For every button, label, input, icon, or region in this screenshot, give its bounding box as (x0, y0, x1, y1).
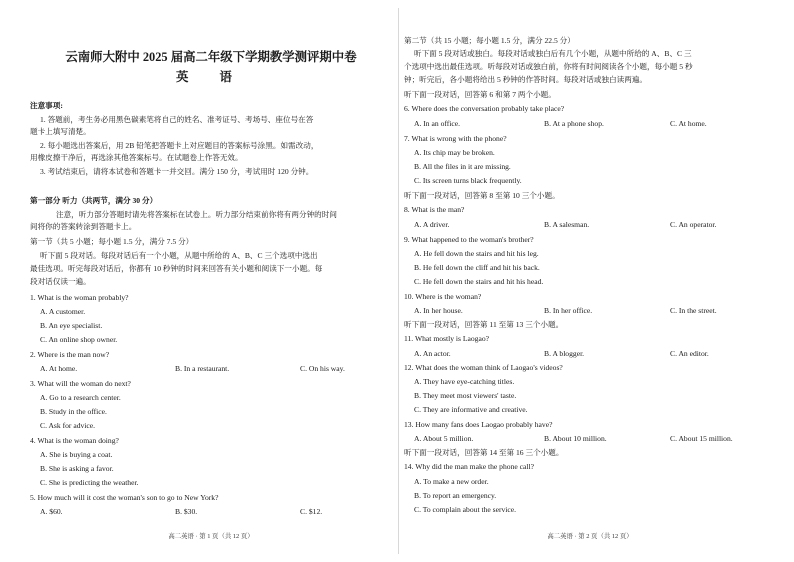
intro-11: 听下面一段对话，回答第 11 至第 13 三个小题。 (404, 320, 564, 329)
right-page (404, 0, 776, 562)
question-6: 6. Where does the conversation probably take place? (404, 104, 565, 113)
option-14c: C. To complain about the service. (414, 505, 517, 514)
option-7c: C. Its screen turns black frequently. (414, 176, 522, 185)
option-6b: B. At a phone shop. (544, 119, 604, 128)
option-5c: C. $12. (300, 507, 323, 516)
option-10b: B. In her office. (544, 306, 593, 315)
section1-desc: 段对话仅读一遍。 (30, 277, 91, 286)
option-7a: A. Its chip may be broken. (414, 148, 495, 157)
option-1c: C. An online shop owner. (40, 335, 118, 344)
option-10c: C. In the street. (670, 306, 717, 315)
section1-heading: 第一节（共 5 小题；每小题 1.5 分，满分 7.5 分） (30, 237, 194, 246)
option-13b: B. About 10 million. (544, 434, 607, 443)
option-5b: B. $30. (175, 507, 198, 516)
question-5: 5. How much will it cost the woman's son to go to New York? (30, 493, 219, 502)
question-4: 4. What is the woman doing? (30, 436, 119, 445)
option-12b: B. They meet most viewers' taste. (414, 391, 517, 400)
option-1a: A. A customer. (40, 307, 86, 316)
notice-line: 3. 考试结束后，请将本试卷和答题卡一并交回。满分 150 分，考试用时 120 分钟。 (40, 167, 314, 176)
option-8a: A. A driver. (414, 220, 450, 229)
option-6a: A. In an office. (414, 119, 461, 128)
section1-desc: 听下面 5 段对话。每段对话后有一个小题，从题中所给的 A、B、C 三个选项中选出 (40, 251, 318, 260)
notice-line: 2. 每小题选出答案后，用 2B 铅笔把答题卡上对应题目的答案标号涂黑。如需改动， (40, 141, 319, 150)
notice-heading: 注意事项: (30, 101, 63, 110)
option-9b: B. He fell down the cliff and hit his back. (414, 263, 540, 272)
question-9: 9. What happened to the woman's brother? (404, 235, 534, 244)
intro-6: 听下面一段对话，回答第 6 和第 7 两个小题。 (404, 90, 556, 99)
option-4a: A. She is buying a coat. (40, 450, 113, 459)
page-footer: 高二英语 · 第 1 页（共 12 页） (168, 533, 254, 540)
option-14a: A. To make a new order. (414, 477, 489, 486)
section2-desc: 听下面 5 段对话或独白。每段对话或独白后有几个小题，从题中所给的 A、B、C 三 (414, 49, 692, 58)
option-2b: B. In a restaurant. (175, 364, 230, 373)
option-2a: A. At home. (40, 364, 78, 373)
question-14: 14. Why did the man make the phone call? (404, 462, 534, 471)
left-page (30, 0, 392, 562)
option-2c: C. On his way. (300, 364, 345, 373)
option-5a: A. $60. (40, 507, 63, 516)
question-10: 10. Where is the woman? (404, 292, 482, 301)
notice-line: 用橡皮擦干净后，再选涂其他答案标号。在试题卷上作答无效。 (30, 153, 243, 162)
option-3c: C. Ask for advice. (40, 421, 96, 430)
question-1: 1. What is the woman probably? (30, 293, 129, 302)
option-4b: B. She is asking a favor. (40, 464, 114, 473)
question-8: 8. What is the man? (404, 205, 465, 214)
option-3a: A. Go to a research center. (40, 393, 121, 402)
section2-desc: 钟；听完后，各小题将给出 5 秒钟的作答时间。每段对话或独白读两遍。 (404, 75, 647, 84)
option-9a: A. He fell down the stairs and hit his leg. (414, 249, 539, 258)
intro-8: 听下面一段对话，回答第 8 至第 10 三个小题。 (404, 191, 560, 200)
option-11c: C. An editor. (670, 349, 709, 358)
exam-subject: 英 语 (176, 70, 246, 84)
option-10a: A. In her house. (414, 306, 463, 315)
question-12: 12. What does the woman think of Laogao's videos? (404, 363, 563, 372)
option-1b: B. An eye specialist. (40, 321, 103, 330)
option-12a: A. They have eye-catching titles. (414, 377, 515, 386)
notice-line: 题卡上填写清楚。 (30, 127, 91, 136)
option-12c: C. They are informative and creative. (414, 405, 528, 414)
question-11: 11. What mostly is Laogao? (404, 334, 489, 343)
intro-14: 听下面一段对话，回答第 14 至第 16 三个小题。 (404, 448, 564, 457)
option-4c: C. She is predicting the weather. (40, 478, 139, 487)
page-divider (398, 8, 399, 554)
option-8c: C. An operator. (670, 220, 717, 229)
option-9c: C. He fell down the stairs and hit his head. (414, 277, 544, 286)
notice-line: 1. 答题前，考生务必用黑色碳素笔将自己的姓名、准考证号、考场号、座位号在答 (40, 115, 314, 124)
option-11b: B. A blogger. (544, 349, 585, 358)
option-6c: C. At home. (670, 119, 707, 128)
option-7b: B. All the files in it are missing. (414, 162, 511, 171)
part1-heading: 第一部分 听力（共两节，满分 30 分） (30, 196, 158, 205)
question-13: 13. How many fans does Laogao probably have? (404, 420, 553, 429)
question-2: 2. Where is the man now? (30, 350, 110, 359)
part1-note: 间将你的答案转涂到答题卡上。 (30, 222, 137, 231)
option-11a: A. An actor. (414, 349, 451, 358)
option-13a: A. About 5 million. (414, 434, 474, 443)
exam-title: 云南师大附中 2025 届高二年级下学期教学测评期中卷 (65, 50, 357, 64)
question-3: 3. What will the woman do next? (30, 379, 131, 388)
page-footer: 高二英语 · 第 2 页（共 12 页） (547, 533, 633, 540)
option-8b: B. A salesman. (544, 220, 590, 229)
section1-desc: 最佳选项。听完每段对话后，你都有 10 秒钟的时间来回答有关小题和阅读下一小题。每 (30, 264, 323, 273)
option-14b: B. To report an emergency. (414, 491, 497, 500)
part1-note: 注意，听力部分答题时请先将答案标在试卷上。听力部分结束前你将有两分钟的时间 (56, 210, 337, 219)
option-3b: B. Study in the office. (40, 407, 107, 416)
section2-heading: 第二节（共 15 小题；每小题 1.5 分，满分 22.5 分） (404, 36, 575, 45)
question-7: 7. What is wrong with the phone? (404, 134, 507, 143)
section2-desc: 个选项中选出最佳选项。听每段对话或独白前，你将有时间阅读各个小题，每小题 5 秒 (404, 62, 693, 71)
option-13c: C. About 15 million. (670, 434, 733, 443)
